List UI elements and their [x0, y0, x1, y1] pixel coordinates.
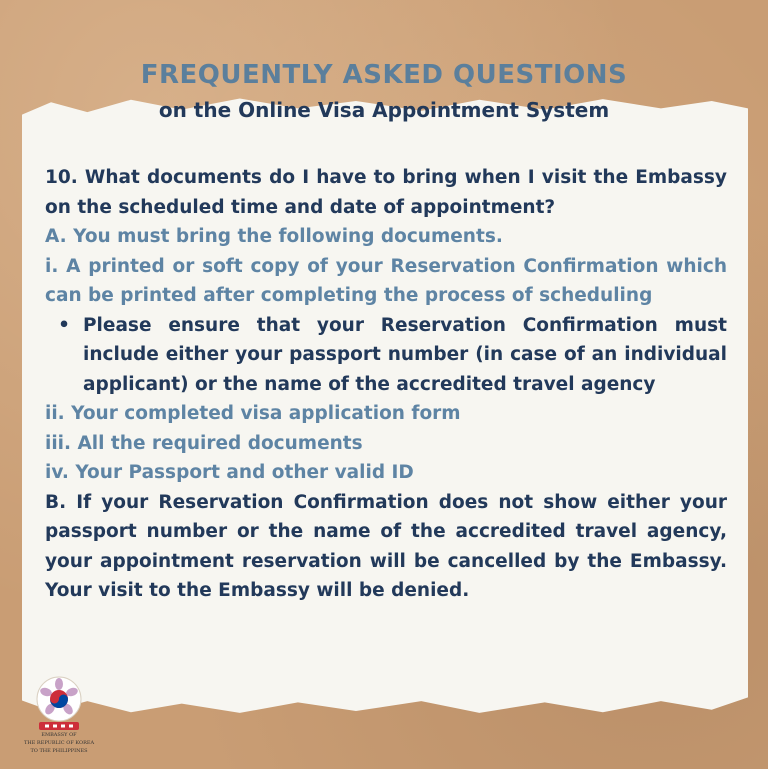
seal-line-2: THE REPUBLIC OF KOREA: [24, 740, 95, 746]
seal-banner-icon: [39, 722, 79, 730]
seal-line-1: EMBASSY OF: [41, 732, 77, 738]
faq-bullet-text: Please ensure that your Reservation Confirmation must include either your passport number (in case of an individual applicant) or the name of the accredited travel agency: [83, 314, 727, 395]
faq-bullet: [45, 311, 727, 400]
korea-emblem-icon: [36, 676, 82, 722]
faq-question: 10. What documents do I have to bring when I visit the Embassy on the scheduled time and date of appointment?: [45, 167, 727, 218]
embassy-seal: [24, 676, 94, 754]
faq-answer-a: A. You must bring the following documents.: [45, 226, 503, 247]
seal-line-3: TO THE PHILIPPINES: [30, 748, 88, 754]
faq-item-iii: iii. All the required documents: [45, 432, 363, 454]
faq-answer-b: B. If your Reservation Confirmation does not show either your passport number or the name of the accredited travel agency, your appointment reservation will be cancelled by the Embassy. Your visit to the Embassy will be denied.: [45, 491, 727, 601]
faq-item-iv: iv. Your Passport and other valid ID: [45, 462, 414, 483]
bullet-icon: •: [58, 314, 70, 336]
faq-item-ii: ii. Your completed visa application form: [45, 403, 461, 424]
page-title: FREQUENTLY ASKED QUESTIONS: [140, 60, 628, 90]
page-subtitle: on the Online Visa Appointment System: [158, 98, 610, 122]
faq-item-i: i. A printed or soft copy of your Reservation Confirmation which can be printed after completing the process of scheduling: [45, 255, 727, 306]
faq-content: [45, 163, 727, 606]
